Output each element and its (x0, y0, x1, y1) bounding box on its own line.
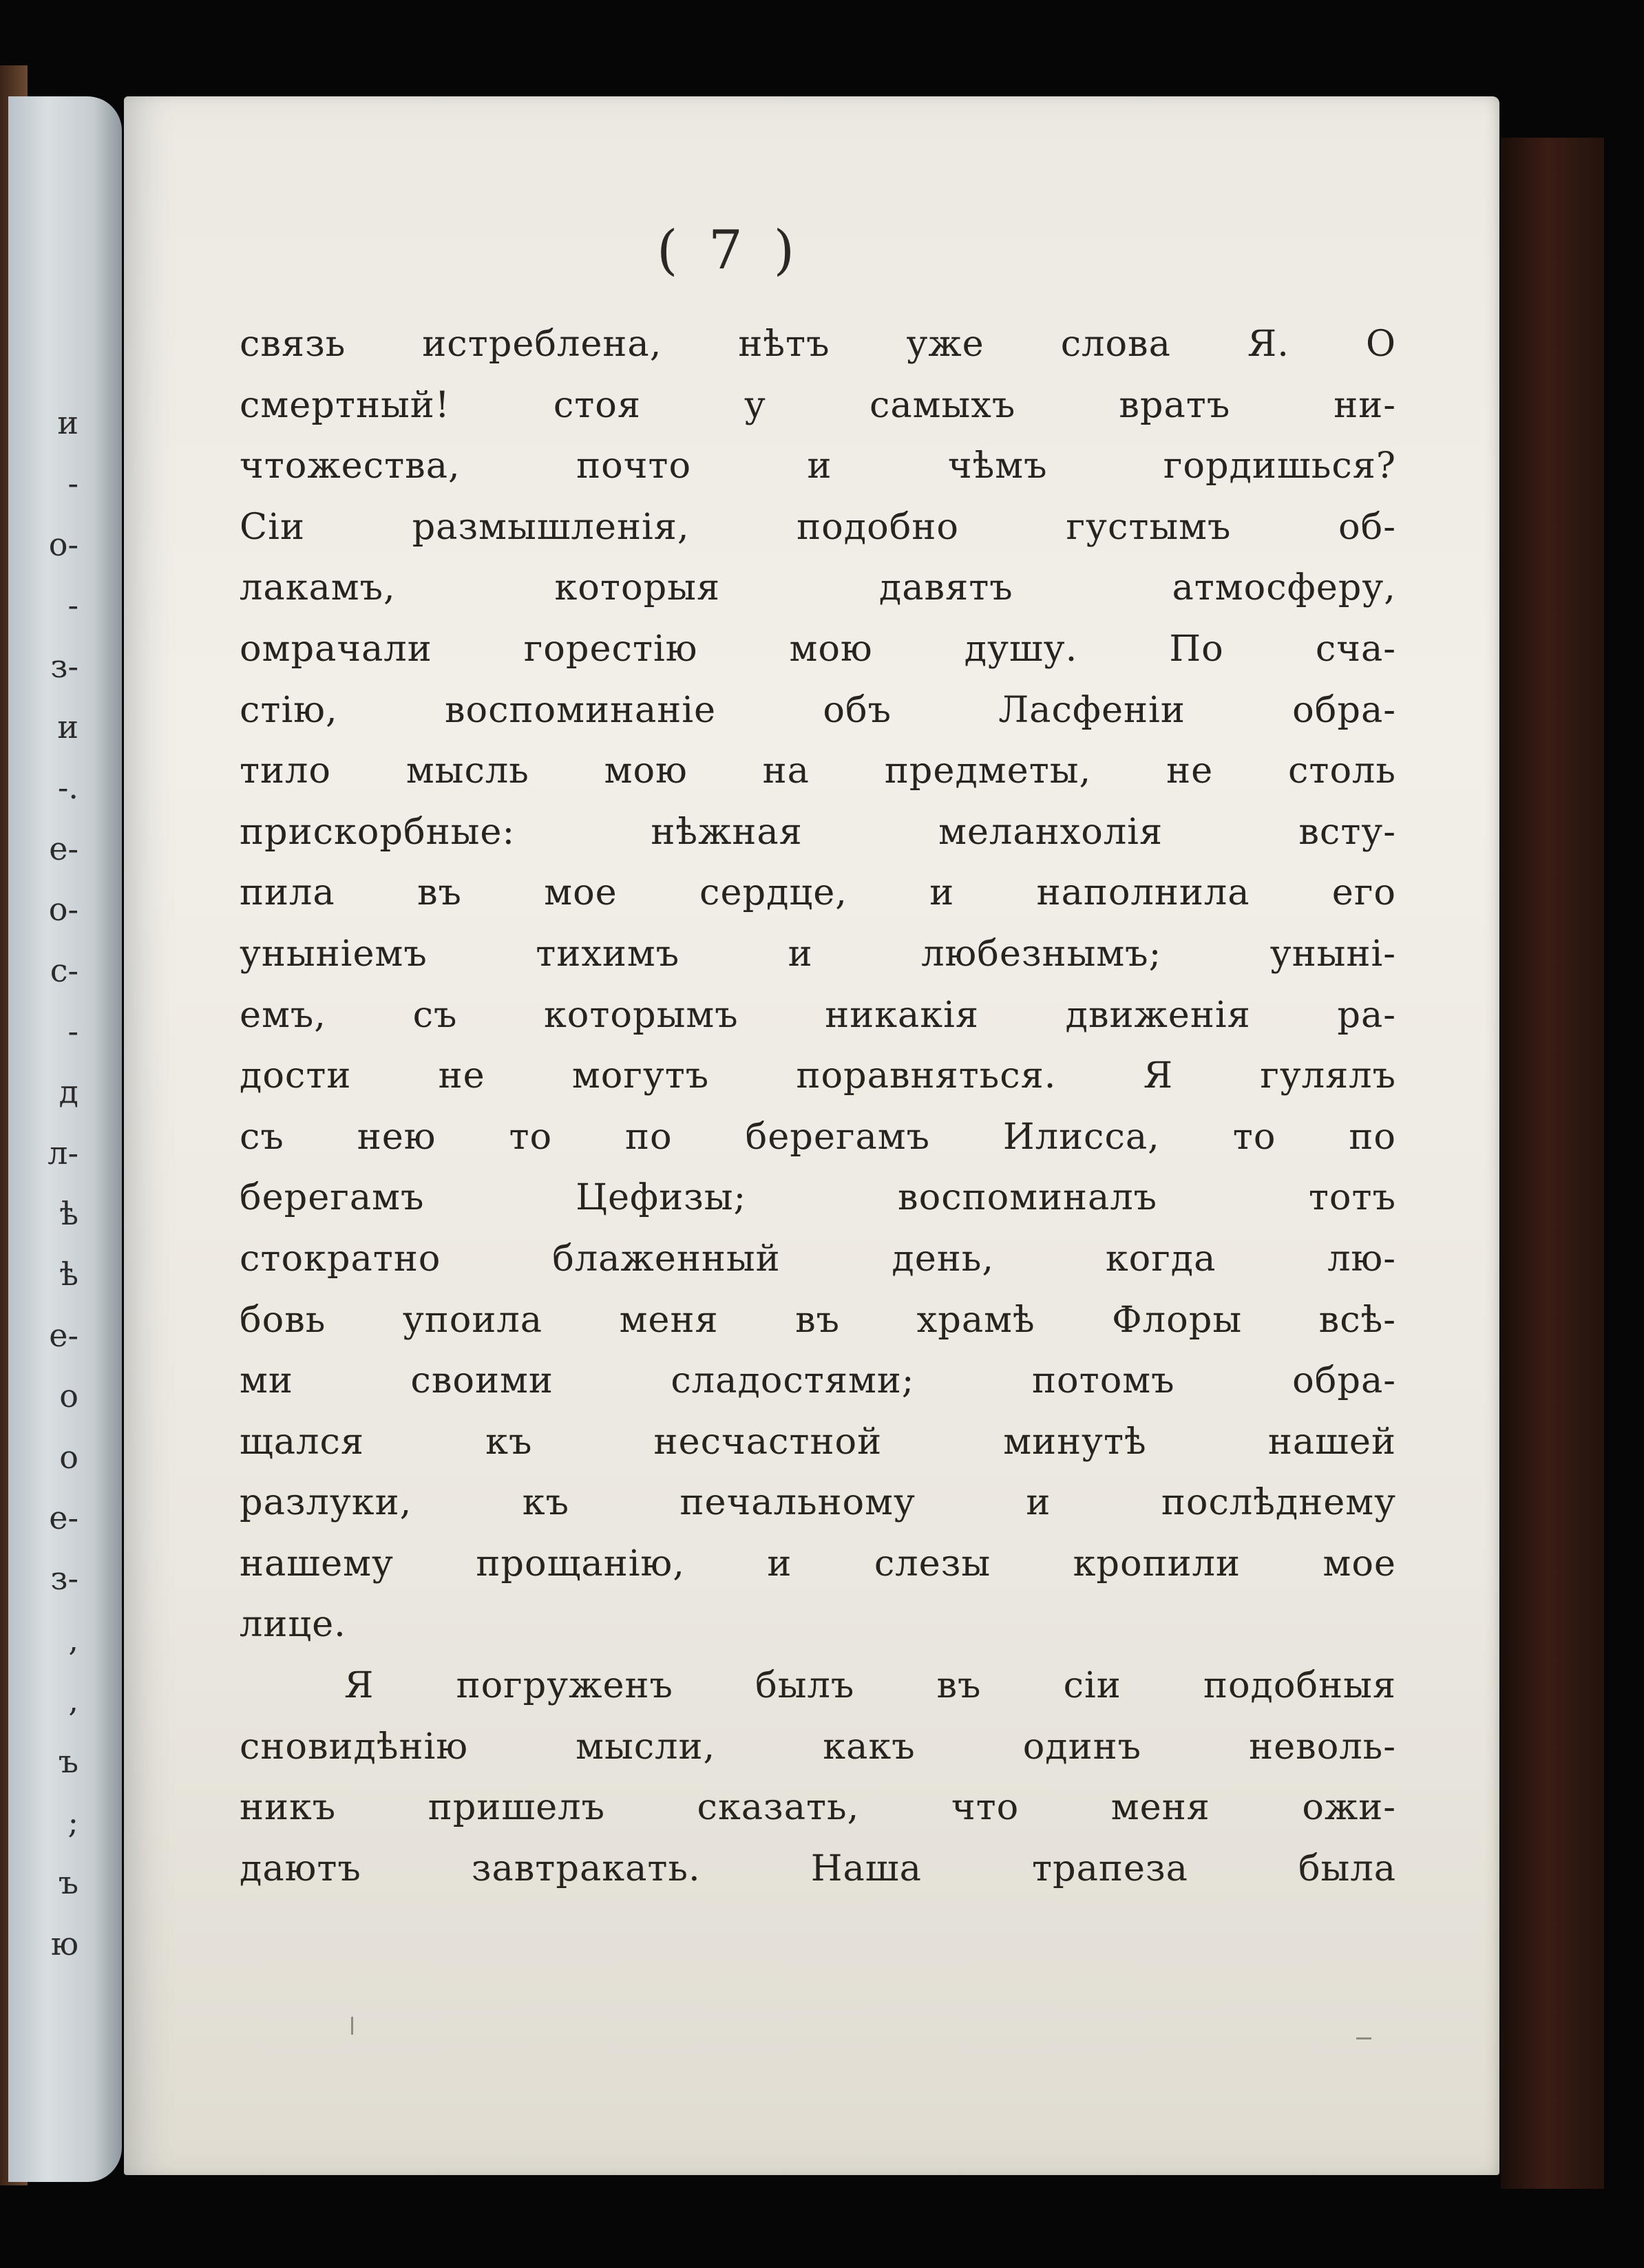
edge-fragment: д (59, 1073, 78, 1111)
previous-page-edge (8, 96, 122, 2182)
edge-fragment: о (59, 1377, 78, 1415)
text-line: бовь упоила меня въ храмѣ Флоры всѣ- (240, 1298, 1396, 1341)
edge-fragment: и (57, 708, 78, 745)
text-line: связь истреблена, нѣтъ уже слова Я. О (240, 323, 1396, 365)
edge-fragment: ю (50, 1925, 78, 1962)
paragraph-end-line: лице. (240, 1603, 346, 1646)
edge-fragment: ъ (58, 1864, 78, 1902)
edge-fragment: , (68, 1682, 78, 1719)
edge-fragment: з- (50, 1560, 78, 1598)
edge-fragment: е- (49, 829, 78, 867)
edge-fragment: ъ (58, 1742, 78, 1780)
edge-fragment: - (67, 465, 78, 502)
text-line: ми своими сладостями; потомъ обра- (240, 1359, 1396, 1402)
paper-speck (1356, 2037, 1371, 2039)
text-line: разлуки, къ печальному и послѣднему (240, 1481, 1396, 1524)
edge-fragment: з- (50, 647, 78, 685)
text-line: пила въ мое сердце, и наполнила его (240, 871, 1396, 914)
edge-fragment: о (59, 1438, 78, 1476)
edge-fragment: л- (48, 1134, 78, 1172)
text-line: нашему прощанію, и слезы кропили мое (240, 1542, 1396, 1585)
text-line: стократно блаженный день, когда лю- (240, 1237, 1396, 1280)
text-line: смертный! стоя у самыхъ вратъ ни- (240, 383, 1396, 426)
text-line: уныніемъ тихимъ и любезнымъ; уныні- (240, 932, 1396, 975)
text-line: прискорбные: нѣжная меланхолія всту- (240, 810, 1396, 853)
edge-fragment: ; (67, 1803, 78, 1841)
text-line: дости не могутъ поравняться. Я гулялъ (240, 1054, 1396, 1097)
text-line: даютъ завтракать. Наша трапеза была (240, 1847, 1396, 1889)
edge-fragment: , (68, 1620, 78, 1658)
text-line: тило мысль мою на предметы, не столь (240, 750, 1396, 792)
edge-fragment: с- (50, 951, 78, 989)
edge-fragment: - (67, 1012, 78, 1050)
edge-fragment: -. (57, 769, 78, 807)
text-line: лакамъ, которыя давятъ атмосферу, (240, 566, 1396, 609)
text-line: омрачали горестію мою душу. По сча- (240, 627, 1396, 670)
paper-speck (351, 2017, 353, 2035)
text-line: съ нею то по берегамъ Илисса, то по (240, 1115, 1396, 1158)
page-text (240, 314, 1396, 1899)
text-line: щался къ несчастной минутѣ нашей (240, 1420, 1396, 1463)
paragraph-start-line: Я погруженъ былъ въ сіи подобныя (344, 1664, 1396, 1707)
edge-fragment: и (57, 404, 78, 441)
edge-fragment: о- (48, 525, 78, 563)
page-number: ( 7 ) (656, 220, 802, 282)
edge-fragment: ѣ (59, 1255, 78, 1293)
text-line: Сіи размышленія, подобно густымъ об- (240, 505, 1396, 548)
text-line: стію, воспоминаніе объ Ласфеніи обра- (240, 688, 1396, 731)
text-line: берегамъ Цефизы; воспоминалъ тотъ (240, 1176, 1396, 1219)
text-line: емъ, съ которымъ никакія движенія ра- (240, 993, 1396, 1036)
edge-fragment: о- (48, 891, 78, 929)
text-line: сновидѣнію мысли, какъ одинъ неволь- (240, 1725, 1396, 1768)
edge-fragment: е- (49, 1316, 78, 1354)
edge-fragment: ѣ (59, 1195, 78, 1233)
text-line: никъ пришелъ сказать, что меня ожи- (240, 1786, 1396, 1829)
edge-fragment: е- (49, 1499, 78, 1537)
edge-fragment: - (67, 586, 78, 624)
previous-page-text-fragments (8, 392, 84, 1974)
book-cover-right (1501, 138, 1604, 2189)
text-line: чтожества, почто и чѣмъ гордишься? (240, 445, 1396, 487)
book-page (124, 96, 1499, 2175)
